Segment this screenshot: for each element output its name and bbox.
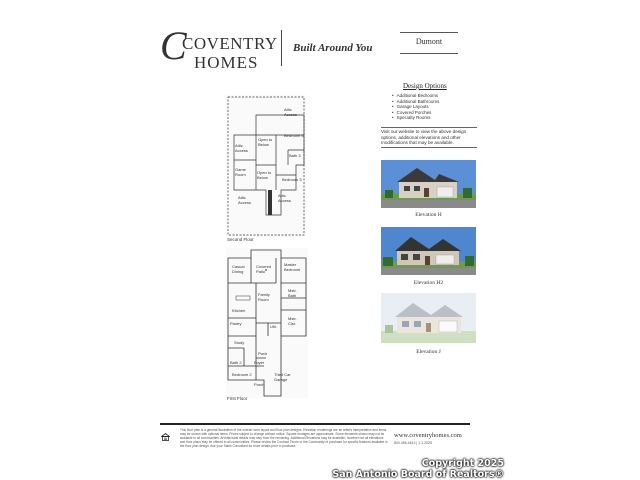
- room-open-below-2: Open to Below: [257, 170, 272, 180]
- footer-website-link[interactable]: www.coventryhomes.com: [394, 432, 462, 439]
- footer-rule: [160, 423, 470, 425]
- room-master-closet: Mstr. Clst.: [288, 316, 297, 326]
- design-option-item: • Covered Porches: [392, 110, 439, 116]
- design-options-title: Design Options: [403, 82, 447, 90]
- elevation-j-caption: Elevation J: [416, 349, 441, 355]
- equal-housing-icon: [161, 428, 170, 436]
- room-attic-low-right: Attic Access: [278, 193, 291, 203]
- design-option-item: • Specialty Rooms: [392, 115, 439, 121]
- room-porch: Porch: [254, 382, 265, 387]
- logo-line-1: COVENTRY: [182, 34, 278, 53]
- room-foyer: Foyer: [254, 360, 265, 365]
- room-pantry: Pantry: [230, 321, 242, 326]
- room-covered-patio: Covered Patio: [256, 264, 272, 274]
- room-master-bedroom: Master Bedroom: [284, 262, 301, 272]
- copyright-watermark: Copyright 2025: [421, 458, 504, 469]
- elevation-j-image: [381, 293, 476, 341]
- design-option-item: • Additional Bedrooms: [392, 93, 439, 99]
- room-utility: Util.: [270, 324, 277, 329]
- first-floor-caption: First Floor: [227, 396, 248, 401]
- footer-phone: 800.456.4613 | 1.1.2025: [394, 441, 432, 445]
- room-bath-3: Bath 3: [289, 153, 301, 158]
- footer-disclaimer: This floor plan is a general illustration of the overall room layout and floor plan designs. Elevation renderings are an artist's interpretation and items may be shown with optional items. Prices subject to change without notice. Square footages are approximate. Some elements shown may not be available in all communities. Architectural details may vary from the rendering. Additional Elevations may be available; however not all elevations and floor plans may be offered in all communities. Please review the Contract Terms or the Community of purchase for specific features available in the floor plan design. Ask your Sales Consultant for more details prior to purchase.: [180, 428, 388, 448]
- logo-initial: C: [160, 23, 187, 68]
- first-floor-plan: [226, 248, 308, 398]
- tagline: Built Around You: [293, 42, 373, 54]
- second-floor-plan: [226, 95, 306, 237]
- elevation-h-caption: Elevation H: [415, 212, 442, 218]
- header-divider: [281, 30, 282, 66]
- elevation-h2-image: [381, 227, 476, 275]
- room-game-room: Game Room: [235, 167, 246, 177]
- room-kitchen: Kitchen: [232, 308, 246, 313]
- room-bedroom-3: Bedroom 3: [282, 177, 302, 182]
- logo-line-2: HOMES: [194, 53, 259, 72]
- plan-name: Dumont: [415, 37, 443, 46]
- room-powder: Pwdr: [258, 351, 268, 356]
- room-study: Study: [234, 340, 245, 345]
- room-attic-left: Attic Access: [235, 143, 248, 153]
- elevation-h2-caption: Elevation H2: [413, 280, 444, 286]
- elevation-h-image: [381, 160, 476, 208]
- plan-name-box: [400, 32, 458, 54]
- room-casual-dining: Casual Dining: [232, 264, 245, 274]
- room-bath-2: Bath 2: [230, 360, 242, 365]
- room-bedroom-4: Bedroom 4: [284, 133, 304, 138]
- visit-website-note: Visit our website to view the above design options, additional elevations and other modifications that may be available.: [381, 127, 477, 148]
- coventry-homes-logo: [160, 23, 278, 72]
- second-floor-caption: Second Floor: [227, 237, 254, 242]
- room-attic-low-left: Attic Access: [238, 195, 251, 205]
- design-options-list: [392, 93, 439, 121]
- design-option-item: • Additional Bathrooms: [392, 99, 439, 105]
- design-option-item: • Garage Layouts: [392, 104, 439, 110]
- room-open-below-1: Open to Below: [258, 137, 273, 147]
- room-bedroom-2: Bedroom 2: [232, 372, 252, 377]
- room-family-room: Family Room: [258, 292, 270, 302]
- room-master-bath: Mstr. Bath: [288, 288, 297, 298]
- board-watermark: San Antonio Board of Realtors®: [332, 469, 504, 480]
- room-third-car-garage: Third Car Garage: [274, 372, 291, 382]
- room-attic-top: Attic Access: [284, 107, 297, 117]
